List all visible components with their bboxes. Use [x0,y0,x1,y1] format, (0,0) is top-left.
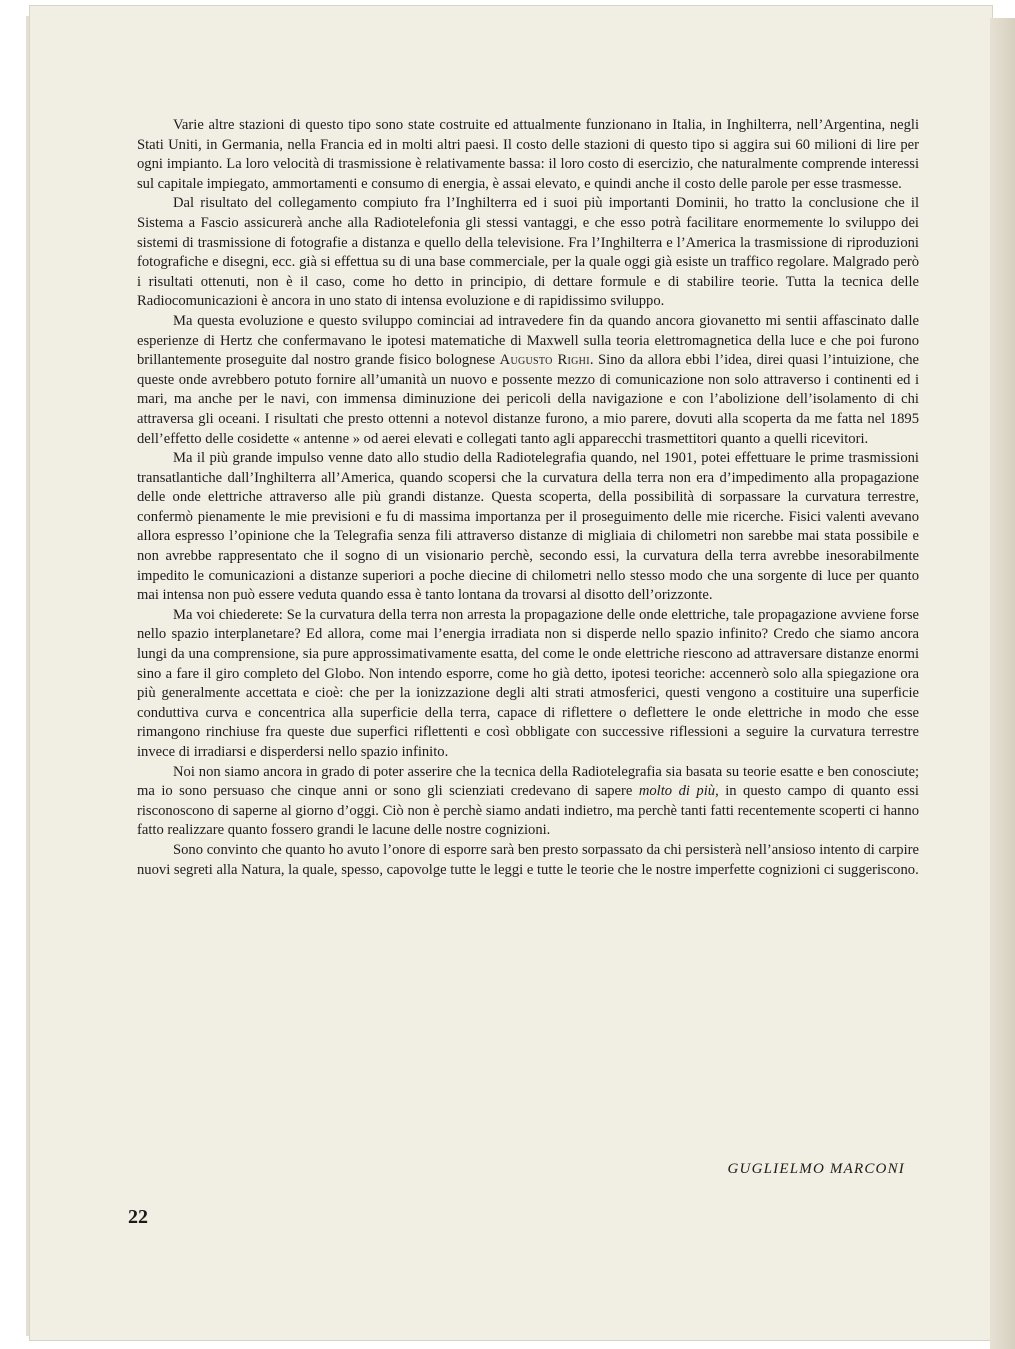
paragraph-3 [137,312,919,449]
paragraph-2: Dal risultato del collegamento compiuto fra l’Inghilterra ed i suoi più importanti Dominii, ho tratto la conclusione che il Sistema a Fascio assicurerà anche alla Radiotelefonia gli stessi vantaggi, e che esso potrà facilitare enormemente lo sviluppo dei sistemi di trasmissione di fotografie a distanza e quello della televisione. Fra l’Inghilterra e l’America la trasmissione di riproduzioni fotografiche e disegni, ecc. già si effettua su di una base commerciale, per la quale oggi già esiste un traffico regolare. Malgrado però i risultati ottenuti, non è il caso, come ho detto in principio, di dettare formule e di stabilire teorie. Tutta la tecnica delle Radiocomunicazioni è ancora in uno stato di intensa evoluzione e di rapidissimo sviluppo. [137,195,919,310]
paragraph-1: Varie altre stazioni di questo tipo sono state costruite ed attualmente funzionano in Italia, in Inghilterra, nell’Argentina, negli Stati Uniti, in Germania, nella Francia ed in molti altri paesi. Il costo delle stazioni di questo tipo si aggira sui 60 milioni di lire per ogni impianto. La loro velocità di trasmissione è relativamente bassa: il loro costo di esercizio, che naturalmente comprende interessi sul capitale impiegato, ammortamenti e consumo di energia, è assai elevato, e quindi anche il costo delle parole per esse trasmesse. [137,117,919,192]
person-name-augusto-righi: Augusto Righi [499,352,590,369]
paragraph-4: Ma il più grande impulso venne dato allo studio della Radiotelegrafia quando, nel 1901, potei effettuare le prime trasmissioni transatlantiche dall’Inghilterra all’America, quando scopersi che la curvatura della terra non era d’impedimento alla propagazione delle onde elettriche attraverso alle più grandi distanze. Questa scoperta, della possibilità di sorpassare la curvatura terrestre, confermò pienamente le mie previsioni e fu di massima importanza per il proseguimento delle mie ricerche. Fisici valenti avevano allora espresso l’opinione che la Telegrafia senza fili attraverso distanze di migliaia di chilometri non sarebbe mai stata possibile e non avrebbe rappresentato che il sogno di un visionario perchè, secondo essi, la curvatura della terra avrebbe inesorabilmente impedito le comunicazioni a distanze superiori a poche diecine di chilometri nello stesso modo che una sorgente di luce per quanto mai intensa non può essere veduta quando essa è tanto lontana da trovarsi al disotto dell’orizzonte. [137,450,919,604]
paragraph-3-text-before: Ma questa evoluzione e questo sviluppo cominciai ad intravedere fin da quando ancora giovanetto mi sentii affascinato dalle esperienze di Hertz che confermavano le ipotesi matematiche di Maxwell sulla teoria elettromagnetica della luce e che poi furono brillantemente proseguite dal nostro grande fisico bolognese [137,312,919,369]
author-signature: GUGLIELMO MARCONI [727,1161,905,1177]
paragraph-7: Sono convinto che quanto ho avuto l’onore di esporre sarà ben presto sorpassato da chi persisterà nell’ansioso intento di carpire nuovi segreti alla Natura, la quale, spesso, capovolge tutte le leggi e tutte le teorie che le nostre imperfette cognizioni ci suggeriscono. [137,841,919,878]
paragraph-6-text-before: Noi non siamo ancora in grado di poter asserire che la tecnica della Radiotelegrafia sia basata su teorie esatte e ben conosciute; ma io sono persuaso che cinque anni or sono gli scienziati credevano di sapere [137,763,919,800]
page-number: 22 [128,1206,148,1228]
article-body [137,116,919,880]
emphasis-molto-di-piu: molto di più [638,783,716,800]
paragraph-6-text-after: , in questo campo di quanto essi risconoscono di saperne al giorno d’oggi. Ciò non è perchè siamo andati indietro, ma perchè tanti fatti recentemente scoperti ci hanno fatto realizzare quanto fossero grandi le lacune delle nostre cognizioni. [137,783,919,839]
paragraph-3-text-after: . Sino da allora ebbi l’idea, direi quasi l’intuizione, che queste onde avrebbero potuto fornire all’umanità un nuovo e possente mezzo di comunicazione non solo attraverso i continenti ed i mari, ma anche per le navi, con immensa diminuzione dei pericoli della navigazione e con l’abolizione dell’isolamento di chi attraversa gli oceani. I risultati che presto ottenni a notevol distanze furono, a mio parere, dovuti alla scoperta da me fatta nel 1895 dell’effetto delle cosidette « antenne » od aerei elevati e collegati tanto agli apparecchi trasmettitori quanto a quelli ricevitori. [137,352,919,447]
page-stack-right-edge [990,18,1015,1349]
paragraph-5: Ma voi chiederete: Se la curvatura della terra non arresta la propagazione delle onde elettriche, tale propagazione avviene forse nello spazio interplanetare? Ed allora, come mai l’energia irradiata non si disperde nello spazio infinito? Credo che siamo ancora lungi da una comprensione, sia pure approssimativamente esatta, del come le onde elettriche riescono ad attraversare distanze enormi sino a fare il giro completo del Globo. Non intendo esporre, come ho già detto, ipotesi teoriche: accennerò solo alla spiegazione ora più generalmente accettata e cioè: che per la ionizzazione degli alti strati atmosferici, questi vengono a costituire una superficie conduttiva curva e concentrica alla superficie della terra, capace di riflettere o deflettere le onde elettriche in modo che esse rimangono rinchiuse fra queste due superfici riflettenti e così obbligate con successive riflessioni a seguire la curvatura terrestre invece di irradiarsi e disperdersi nello spazio infinito. [137,606,919,760]
paragraph-6 [137,763,919,841]
